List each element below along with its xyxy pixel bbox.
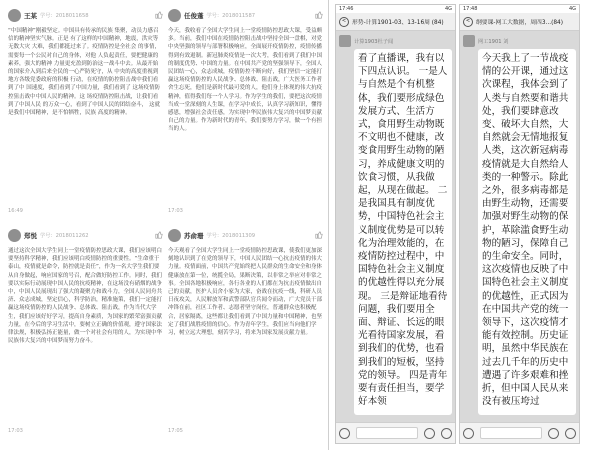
chat-title-bar <box>460 13 579 31</box>
post-time: 17:05 <box>168 428 183 434</box>
input-bar <box>460 422 579 443</box>
avatar <box>168 229 181 242</box>
post-student-id: 学号：2018011658 <box>40 12 89 19</box>
avatar <box>168 9 181 22</box>
post-card <box>168 6 323 216</box>
post-header <box>8 6 163 24</box>
post-header <box>8 226 163 244</box>
thumbs-up-icon[interactable] <box>315 11 323 19</box>
wechat-screenshot-right <box>459 4 580 444</box>
voice-icon[interactable] <box>339 428 350 439</box>
post-username: 王某 <box>24 11 37 20</box>
post-username: 郑悦 <box>24 231 37 240</box>
post-student-id: 学号：2018011587 <box>206 12 256 19</box>
status-bar <box>460 5 579 13</box>
avatar <box>8 9 21 22</box>
thumbs-up-icon[interactable] <box>155 11 163 19</box>
plus-icon[interactable] <box>441 428 452 439</box>
status-signal: 4G <box>568 6 576 12</box>
post-student-id: 学号：2018011309 <box>206 232 256 239</box>
post-body: 今天，我收看了全国大学生同上一堂疫情防控思政大课，受益颇多。当前，我们中国在疫情防控阻击战中坚持全国一盘棋，对党中央坚强的领导与部署积极响应，全面展开疫情防控，疫情传播得到有效遏制。新冠肺炎疫情是一次大考，我们看到了我们中国的制度优势、中国的力量。在中国共产党的坚强领导下，全国人民团结一心，众志成城，疫情防控不断向好，我们坚信一定能打赢这场疫情防控的人民战争、总体战、阻击战，广大医务工作者舍生忘死，他们是新时代最可爱的人，他们身上体现的伟大抗疫精神，值得我们每一个人学习。作为学生的我们，要把这次疫情当成一堂深刻的人生课，在学习中成长，认真学习新知识，懂得感恩，增强社会责任感，为实现中华民族伟大复兴的中国梦贡献自己的力量。作为新时代的青年，我们要努力学习，做一个有担当的人。 <box>168 28 323 133</box>
post-header <box>168 226 323 244</box>
chat-area <box>460 31 579 415</box>
post-card <box>168 226 323 436</box>
sender-name: 网工1901 刘 <box>478 38 509 45</box>
message-input[interactable] <box>480 427 542 439</box>
post-body: 今天观看了全国大学生同上一堂疫情防控思政课，使我们更加深刻地认识到了在党的领导下，中国人民团结一心抗击疫情的伟大力量。疫情面前，中国共产党始终把人民群众的生命安全和身体健康放在第一位，统揽全局，果断决策，以非常之举应对非常之事。全国各地积极响应，各行各业的人们都在为抗击疫情做出自己的贡献，医护人员舍小家为大家，奋战在抗疫一线，科研人员日夜攻关，人民解放军和武警部队官兵闻令而动，广大党员干部冲锋在前，社区工作者、志愿者坚守岗位，普通群众也积极配合，居家隔离，这些都让我们看到了中国力量和中国精神，也坚定了我们战胜疫情的信心。作为青年学生，我们应当向他们学习，树立远大理想，刻苦学习，将来为国家发展贡献力量。 <box>168 248 323 337</box>
message-input[interactable] <box>356 427 418 439</box>
avatar <box>8 229 21 242</box>
message-bubble[interactable]: 看了直播课，我有以下四点认识。 一是人与自然是个有机整体，我们要形成绿色发展方式、生活方式，食用野生动物既不文明也不健康，改变食用野生动物的陋习，养成健康文明的饮食习惯，从我做起，从现在做起。 二是我国具有制度优势，中国特色社会主义制度优势是可以转化为治理效能的，在疫情防控过程中，中国特色社会主义制度的优越性得以充分展现。 三是辩证地看待问题，我们要用全面、辩证、长远的眼光看待国家发展，看到我们的优势，也看到我们的短板，坚持党的领导。 四是青年要有责任担当，要学好本领 <box>354 49 452 415</box>
post-header <box>168 6 323 24</box>
post-body: “中国精神”刚毅坚定。中国具有传承的民族 集聚，动员力感召信的精神坚实气脉。正是 有了这样的中国精神，地震，洪灾等无数大灾 大难，我们都挺过来了。疫情防控是全社会 的事情，需要每一个公民对自己的身体，对他 人负起责任，要把健康的素养，强大的精神 力量更充盈到防治这一战斗中去。从最开始 的国家介入到后来全民的一心严防死守，从 中央的高度重视到地方各级党委政府的积极 行动，在疫情的防控阻击战中我们看到了中 国速度，我们看到了中国力量，我们看到了 这场疫情防控狙击战中中国人民的精神。这 场疫情防控阻击战，让我们看到了中国人民 的万众一心，看到了中国人民的团结奋斗， 这就是我们中国精神，是不怕牺牲，民族 高度的精神。 <box>8 28 160 117</box>
sender-row <box>339 35 452 47</box>
message-bubble[interactable]: 今天我上了一节战疫情的公开课，通过这次课程，我体会到了人类与自然要和谐共处，我们要肆意改变、破坏大自然，大自然就会无情地报复人类，这次新冠病毒疫情就是大自然给人类的一种警示。除此之外，很多病毒都是由野生动物，还需要加强对野生动物的保护，革除滥食野生动物的陋习，保障自己的生命安全。同时，这次疫情也反映了中国特色社会主义制度的优越性，正式因为在中国共产党的统一领导下，这次疫情才能有效控制。历史证明，虽然中华民族在过去几千年的历史中遭遇了许多艰难和挫折，但中国人民从来没有被压垮过 <box>478 49 576 415</box>
input-bar <box>336 422 455 443</box>
wechat-screenshot-left <box>335 4 456 444</box>
thumbs-up-icon[interactable] <box>155 231 163 239</box>
emoji-icon[interactable] <box>424 428 435 439</box>
status-time: 17:48 <box>463 6 478 12</box>
status-signal: 4G <box>444 6 452 12</box>
group-title: 纲要课-网工大数据，周四3...(84) <box>476 20 563 26</box>
chat-title-bar <box>336 13 455 31</box>
post-card <box>8 226 163 436</box>
post-username: 苏俞珊 <box>184 231 204 240</box>
post-student-id: 学号：2018011262 <box>40 232 89 239</box>
emoji-icon[interactable] <box>548 428 559 439</box>
status-bar <box>336 5 455 13</box>
back-icon[interactable]: < <box>463 17 473 27</box>
back-icon[interactable]: < <box>339 17 349 27</box>
plus-icon[interactable] <box>565 428 576 439</box>
chat-area <box>336 31 455 415</box>
post-username: 任俊蓬 <box>184 11 204 20</box>
status-time: 17:46 <box>339 6 354 12</box>
voice-icon[interactable] <box>463 428 474 439</box>
avatar[interactable] <box>463 35 475 47</box>
post-body: 通过这次全国大学生同上一堂疫情防控思政大课，我们应该明白要坚持科学精神，我们应该明白疫情防控的重要性。“生命重于泰山，疫情就是命令，防控就是责任”，作为一名大学生我们要从自身做起，响应国家的号召，配合做好防控工作。同时，我们要以实际行动展现中国人民的抗疫精神，在这场没有硝烟的战争中，中国人民展现出了强大的凝聚力和战斗力，全国人民同舟共济、众志成城，坚定信心，科学防治，精准施策，我们一定能打赢这场疫情防控的人民战争、总体战、阻击战，作为当代大学生，我们应该好好学习，提高自身素质，为国家的繁荣富强贡献力量，在今后的学习生活中，要树立正确的价值观，遵守国家法律法规，积极弘扬正能量，做一个对社会有用的人，为实现中华民族伟大复兴的中国梦而努力奋斗。 <box>8 248 163 345</box>
sender-name: 计算1903杜子闻 <box>354 38 394 45</box>
post-time: 17:03 <box>168 208 183 214</box>
post-time: 17:03 <box>8 428 23 434</box>
thumbs-up-icon[interactable] <box>315 231 323 239</box>
group-title: 形势-计算1901-03、13-16周 (84) <box>352 20 444 26</box>
post-time: 16:49 <box>8 208 23 214</box>
sender-row <box>463 35 576 47</box>
post-card <box>8 6 163 216</box>
avatar[interactable] <box>339 35 351 47</box>
